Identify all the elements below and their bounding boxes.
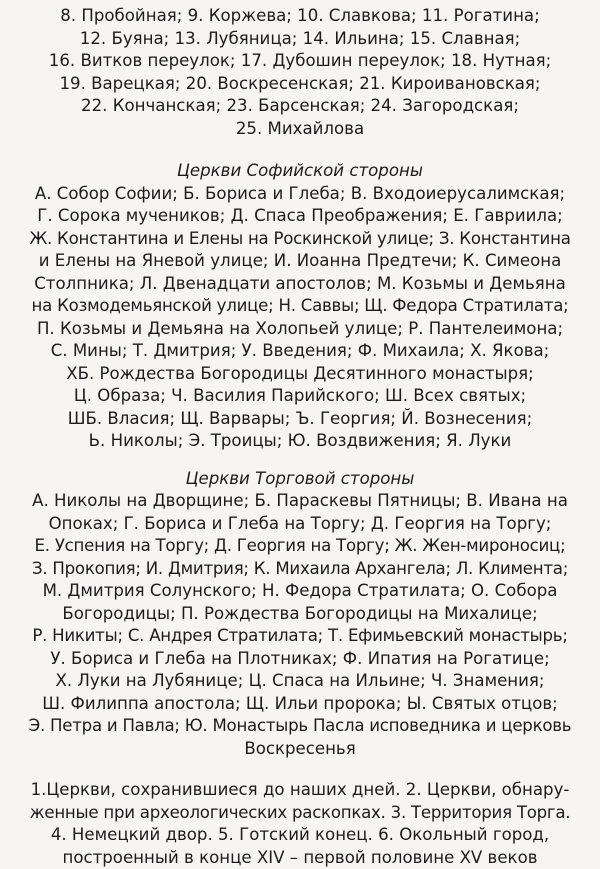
map-caption (6, 779, 594, 869)
torg-side-churches (6, 468, 594, 761)
caption-line: 1.Церкви, сохранившиеся до наших дней. 2. Церкви, обнару- (6, 779, 594, 802)
church-line: ШБ. Власия; Щ. Варвары; Ъ. Георгия; Й. Вознесения; (6, 408, 594, 431)
church-line: С. Мины; Т. Дмитрия; У. Введения; Ф. Михаила; Х. Якова; (6, 340, 594, 363)
church-line: Х. Луки на Лубянице; Ц. Спаса на Ильине; Ч. Знамения; (6, 670, 594, 693)
church-line: Г. Сорока мучеников; Д. Спаса Преображения; Е. Гавриила; (6, 205, 594, 228)
street-list (6, 5, 594, 140)
map-legend-page (6, 5, 594, 869)
church-line: Р. Никиты; С. Андрея Стратилата; Т. Ефимьевский монастырь; (6, 625, 594, 648)
street-line: 25. Михайлова (6, 118, 594, 141)
church-line: А. Собор Софии; Б. Бориса и Глеба; В. Входоиерусалимская; (6, 183, 594, 206)
street-line: 16. Витков переулок; 17. Дубошин переулок; 18. Нутная; (6, 50, 594, 73)
street-line: 22. Кончанская; 23. Барсенская; 24. Загородская; (6, 95, 594, 118)
street-line: 12. Буяна; 13. Лубяница; 14. Ильина; 15. Славная; (6, 28, 594, 51)
caption-line: построенный в конце XIV – первой половине XV веков (6, 847, 594, 869)
church-line: Ж. Константина и Елены на Роскинской улице; З. Константина (6, 228, 594, 251)
church-line: Богородицы; П. Рождества Богородицы на Михалице; (6, 603, 594, 626)
church-line: М. Дмитрия Солунского; Н. Федора Стратилата; О. Собора (6, 580, 594, 603)
street-line: 8. Пробойная; 9. Коржева; 10. Славкова; 11. Рогатина; (6, 5, 594, 28)
section-title-torg: Церкви Торговой стороны (6, 468, 594, 491)
church-line: У. Бориса и Глеба на Плотниках; Ф. Ипатия на Рогатице; (6, 648, 594, 671)
church-line: Ш. Филиппа апостола; Щ. Ильи пророка; Ы. Святых отцов; (6, 693, 594, 716)
section-title-sofia: Церкви Софийской стороны (6, 160, 594, 183)
church-line: на Козмодемьянской улице; Н. Саввы; Щ. Федора Стратилата; (6, 295, 594, 318)
church-line: Столпника; Л. Двенадцати апостолов; М. Козьмы и Демьяна (6, 273, 594, 296)
church-line: Э. Петра и Павла; Ю. Монастырь Пасла исповедника и церковь (6, 715, 594, 738)
church-line: Опоках; Г. Бориса и Глеба на Торгу; Д. Георгия на Торгу; (6, 513, 594, 536)
church-line: Ь. Николы; Э. Троицы; Ю. Воздвижения; Я. Луки (6, 430, 594, 453)
caption-line: 4. Немецкий двор. 5. Готский конец. 6. Окольный город, (6, 824, 594, 847)
church-line: Е. Успения на Торгу; Д. Георгия на Торгу; Ж. Жен-мироносиц; (6, 535, 594, 558)
sofia-side-churches (6, 160, 594, 453)
street-line: 19. Варецкая; 20. Воскресенская; 21. Кироивановская; (6, 73, 594, 96)
church-line: Ц. Образа; Ч. Василия Парийского; Ш. Всех святых; (6, 385, 594, 408)
church-line: П. Козьмы и Демьяна на Холопьей улице; Р. Пантелеимона; (6, 318, 594, 341)
church-line: и Елены на Яневой улице; И. Иоанна Предтечи; К. Симеона (6, 250, 594, 273)
caption-line: женные при археологических раскопках. 3. Территория Торга. (6, 802, 594, 825)
church-line: А. Николы на Дворщине; Б. Параскевы Пятницы; В. Ивана на (6, 490, 594, 513)
church-line: Воскресенья (6, 738, 594, 761)
church-line: ХБ. Рождества Богородицы Десятинного монастыря; (6, 363, 594, 386)
church-line: З. Прокопия; И. Дмитрия; К. Михаила Архангела; Л. Климента; (6, 558, 594, 581)
